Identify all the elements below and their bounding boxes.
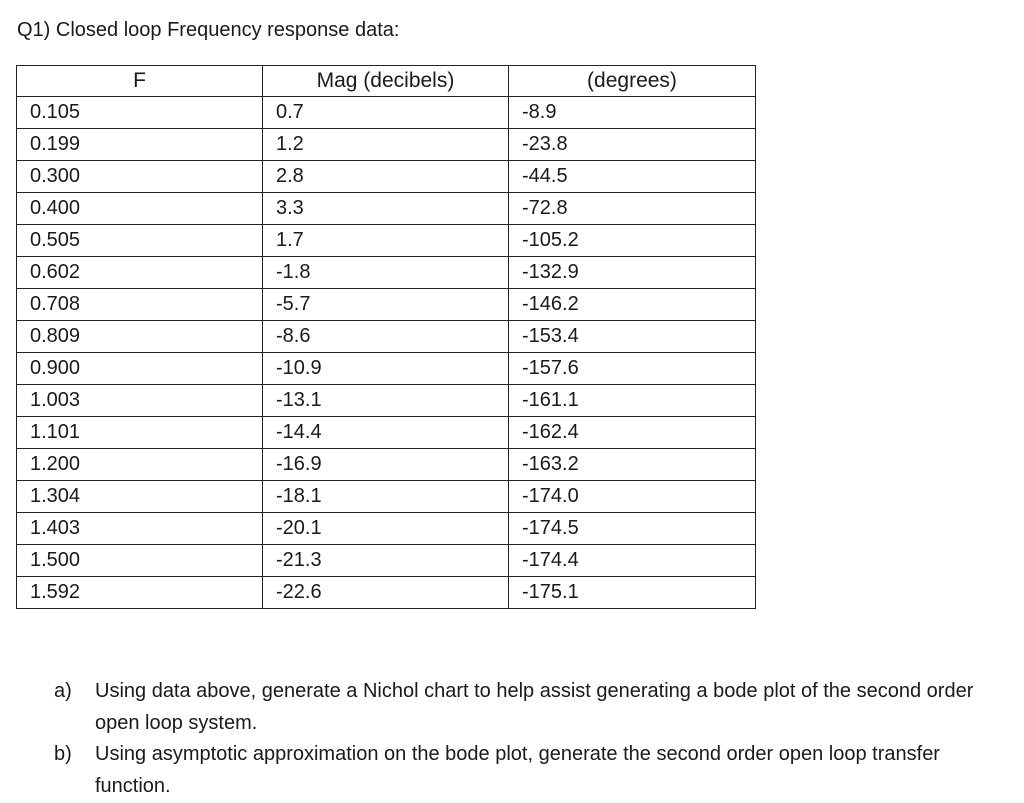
- table-row: [17, 513, 756, 545]
- magnitude-cell: 1.2: [263, 129, 509, 161]
- magnitude-cell: 1.7: [263, 225, 509, 257]
- table-row: [17, 577, 756, 609]
- frequency-cell: 1.200: [17, 449, 263, 481]
- magnitude-cell: -10.9: [263, 353, 509, 385]
- frequency-cell: 0.900: [17, 353, 263, 385]
- question-marker: b): [54, 743, 72, 765]
- phase-cell: -161.1: [509, 385, 756, 417]
- column-header-magnitude: Mag (decibels): [263, 66, 509, 97]
- table-row: [17, 257, 756, 289]
- frequency-cell: 0.199: [17, 129, 263, 161]
- frequency-cell: 0.708: [17, 289, 263, 321]
- frequency-cell: 1.403: [17, 513, 263, 545]
- frequency-cell: 0.400: [17, 193, 263, 225]
- table-row: [17, 161, 756, 193]
- phase-cell: -162.4: [509, 417, 756, 449]
- phase-cell: -105.2: [509, 225, 756, 257]
- magnitude-cell: -22.6: [263, 577, 509, 609]
- magnitude-cell: 2.8: [263, 161, 509, 193]
- magnitude-cell: 3.3: [263, 193, 509, 225]
- magnitude-cell: -14.4: [263, 417, 509, 449]
- table-body: [17, 97, 756, 609]
- phase-cell: -174.4: [509, 545, 756, 577]
- frequency-cell: 1.101: [17, 417, 263, 449]
- phase-cell: -174.5: [509, 513, 756, 545]
- table-row: [17, 225, 756, 257]
- table-row: [17, 321, 756, 353]
- phase-cell: -153.4: [509, 321, 756, 353]
- frequency-cell: 0.809: [17, 321, 263, 353]
- question-text: Using asymptotic approximation on the bode plot, generate the second order open loop transfer function.: [95, 743, 940, 797]
- magnitude-cell: -1.8: [263, 257, 509, 289]
- phase-cell: -146.2: [509, 289, 756, 321]
- column-header-frequency: F: [17, 66, 263, 97]
- column-header-phase: (degrees): [509, 66, 756, 97]
- frequency-cell: 1.592: [17, 577, 263, 609]
- magnitude-cell: -8.6: [263, 321, 509, 353]
- magnitude-cell: -21.3: [263, 545, 509, 577]
- table-row: [17, 129, 756, 161]
- magnitude-cell: -16.9: [263, 449, 509, 481]
- question-item: [54, 676, 1010, 739]
- question-heading: Q1) Closed loop Frequency response data:: [17, 19, 400, 41]
- question-list: [54, 676, 1010, 802]
- magnitude-cell: 0.7: [263, 97, 509, 129]
- question-item: [54, 739, 1010, 802]
- phase-cell: -8.9: [509, 97, 756, 129]
- phase-cell: -163.2: [509, 449, 756, 481]
- table-row: [17, 353, 756, 385]
- phase-cell: -23.8: [509, 129, 756, 161]
- table-row: [17, 97, 756, 129]
- frequency-cell: 0.505: [17, 225, 263, 257]
- table-row: [17, 289, 756, 321]
- table-row: [17, 449, 756, 481]
- question-marker: a): [54, 680, 72, 702]
- magnitude-cell: -18.1: [263, 481, 509, 513]
- frequency-cell: 1.500: [17, 545, 263, 577]
- frequency-cell: 1.304: [17, 481, 263, 513]
- phase-cell: -175.1: [509, 577, 756, 609]
- phase-cell: -132.9: [509, 257, 756, 289]
- table-row: [17, 545, 756, 577]
- question-text: Using data above, generate a Nichol chart to help assist generating a bode plot of the second order open loop system.: [95, 680, 974, 734]
- phase-cell: -72.8: [509, 193, 756, 225]
- table-row: [17, 385, 756, 417]
- magnitude-cell: -5.7: [263, 289, 509, 321]
- table-row: [17, 193, 756, 225]
- frequency-cell: 1.003: [17, 385, 263, 417]
- phase-cell: -157.6: [509, 353, 756, 385]
- table-header-row: [17, 66, 756, 97]
- frequency-cell: 0.300: [17, 161, 263, 193]
- phase-cell: -174.0: [509, 481, 756, 513]
- table-row: [17, 481, 756, 513]
- frequency-cell: 0.105: [17, 97, 263, 129]
- magnitude-cell: -20.1: [263, 513, 509, 545]
- table-row: [17, 417, 756, 449]
- magnitude-cell: -13.1: [263, 385, 509, 417]
- frequency-response-table: [16, 65, 756, 609]
- frequency-cell: 0.602: [17, 257, 263, 289]
- phase-cell: -44.5: [509, 161, 756, 193]
